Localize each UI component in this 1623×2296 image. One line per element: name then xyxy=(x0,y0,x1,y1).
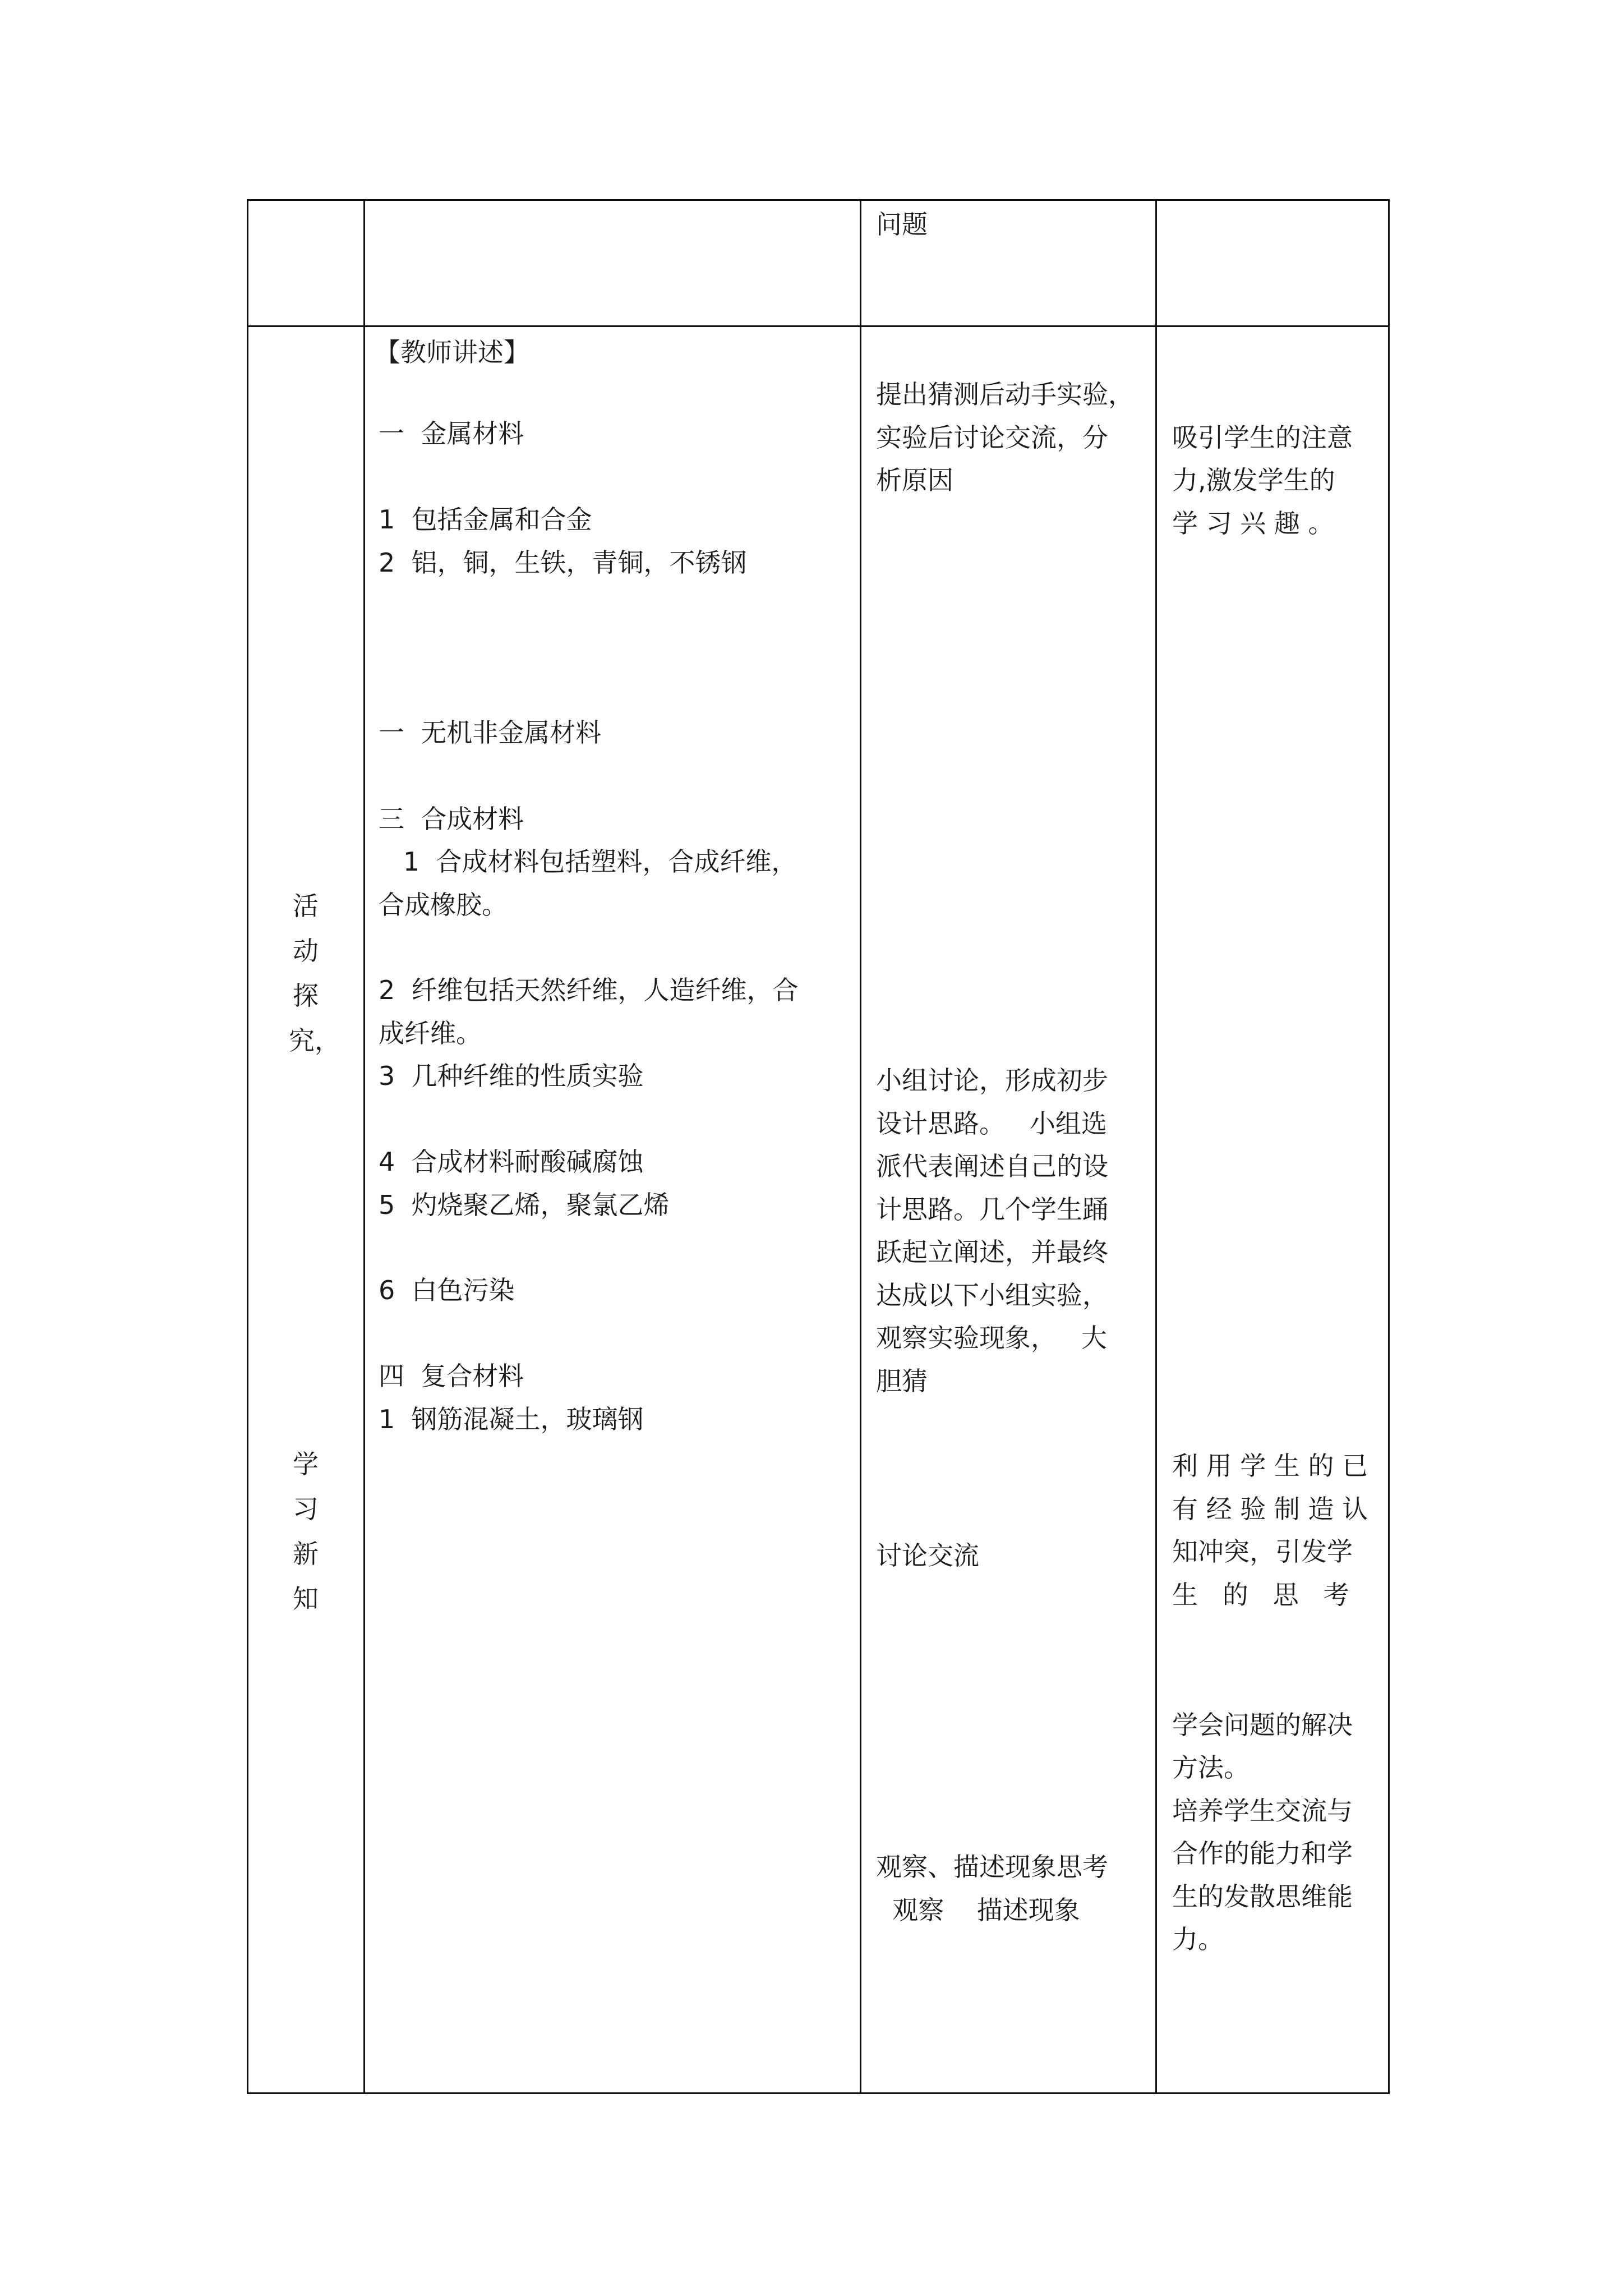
intent-text-3a: 学会问题的解决 xyxy=(1172,1710,1353,1740)
synthetic-line-5: 5 灼烧聚乙烯，聚氯乙烯 xyxy=(379,1190,670,1220)
synthetic-line-6: 6 白色污染 xyxy=(379,1275,515,1305)
synthetic-line-2a: 2 纤维包括天然纤维，人造纤维，合 xyxy=(379,975,799,1005)
intent-text-3b: 方法。 xyxy=(1172,1752,1249,1783)
synthetic-line-2b: 成纤维。 xyxy=(379,1018,482,1048)
intent-text-3c: 培养学生交流与 xyxy=(1172,1796,1353,1826)
student-text-2c: 派代表阐述自己的设 xyxy=(876,1151,1108,1181)
intent-text-1c: 学 习 兴 趣 。 xyxy=(1172,508,1334,539)
synthetic-line-1a: 1 合成材料包括塑料，合成纤维， xyxy=(379,846,797,877)
teacher-heading: 【教师讲述】 xyxy=(375,337,529,367)
header-cell-question: 问题 xyxy=(876,209,928,240)
intent-text-2a: 利 用 学 生 的 已 xyxy=(1172,1451,1368,1481)
student-text-3: 讨论交流 xyxy=(876,1540,979,1571)
student-text-2f: 达成以下小组实验， xyxy=(876,1280,1108,1310)
section-inorganic-title: 一 无机非金属材料 xyxy=(379,717,602,748)
student-text-4a: 观察、描述现象思考 xyxy=(876,1852,1108,1882)
table-left-border xyxy=(247,199,248,2094)
stage-label-activity: 活 动 探 究， xyxy=(289,891,340,1056)
section-synthetic-title: 三 合成材料 xyxy=(379,804,524,834)
metal-line-1: 1 包括金属和合金 xyxy=(379,504,592,535)
student-text-1a: 提出猜测后动手实验， xyxy=(876,379,1134,409)
student-text-4b: 观察 描述现象 xyxy=(876,1895,1080,1925)
student-text-1b: 实验后讨论交流，分 xyxy=(876,422,1108,453)
synthetic-line-4: 4 合成材料耐酸碱腐蚀 xyxy=(379,1147,644,1177)
intent-text-2c: 知冲突，引发学 xyxy=(1172,1536,1353,1567)
table-bottom-border xyxy=(247,2092,1390,2094)
intent-text-1a: 吸引学生的注意 xyxy=(1172,422,1353,453)
intent-text-2b: 有 经 验 制 造 认 xyxy=(1172,1494,1368,1524)
student-text-1c: 析原因 xyxy=(876,465,953,495)
student-text-2b: 设计思路。 小组选 xyxy=(876,1108,1107,1139)
intent-text-2d: 生 的 思 考 xyxy=(1172,1580,1349,1610)
table-right-border xyxy=(1388,199,1390,2094)
stage-label-learning: 学 习 新 知 xyxy=(293,1449,319,1614)
section-composite-title: 四 复合材料 xyxy=(379,1361,524,1391)
table-col-divider-3 xyxy=(1155,199,1157,2094)
student-text-2e: 跃起立阐述，并最终 xyxy=(876,1237,1108,1267)
student-text-2a: 小组讨论，形成初步 xyxy=(876,1065,1108,1096)
intent-text-1b: 力,激发学生的 xyxy=(1172,465,1335,495)
table-col-divider-1 xyxy=(363,199,365,2094)
student-text-2g: 观察实验现象， 大 xyxy=(876,1323,1107,1353)
synthetic-line-1b: 合成橡胶。 xyxy=(379,890,508,920)
student-text-2d: 计思路。几个学生踊 xyxy=(876,1194,1108,1225)
section-metal-title: 一 金属材料 xyxy=(379,418,524,449)
composite-line-1: 1 钢筋混凝土，玻璃钢 xyxy=(379,1404,644,1434)
intent-text-3f: 力。 xyxy=(1172,1924,1224,1954)
metal-line-2: 2 铝，铜，生铁，青铜，不锈钢 xyxy=(379,547,747,578)
synthetic-line-3: 3 几种纤维的性质实验 xyxy=(379,1061,644,1091)
table-col-divider-2 xyxy=(860,199,861,2094)
student-text-2h: 胆猜 xyxy=(876,1366,928,1396)
intent-text-3d: 合作的能力和学 xyxy=(1172,1838,1353,1869)
table-top-border xyxy=(247,199,1390,201)
intent-text-3e: 生的发散思维能 xyxy=(1172,1881,1353,1912)
table-row-divider xyxy=(247,325,1390,327)
